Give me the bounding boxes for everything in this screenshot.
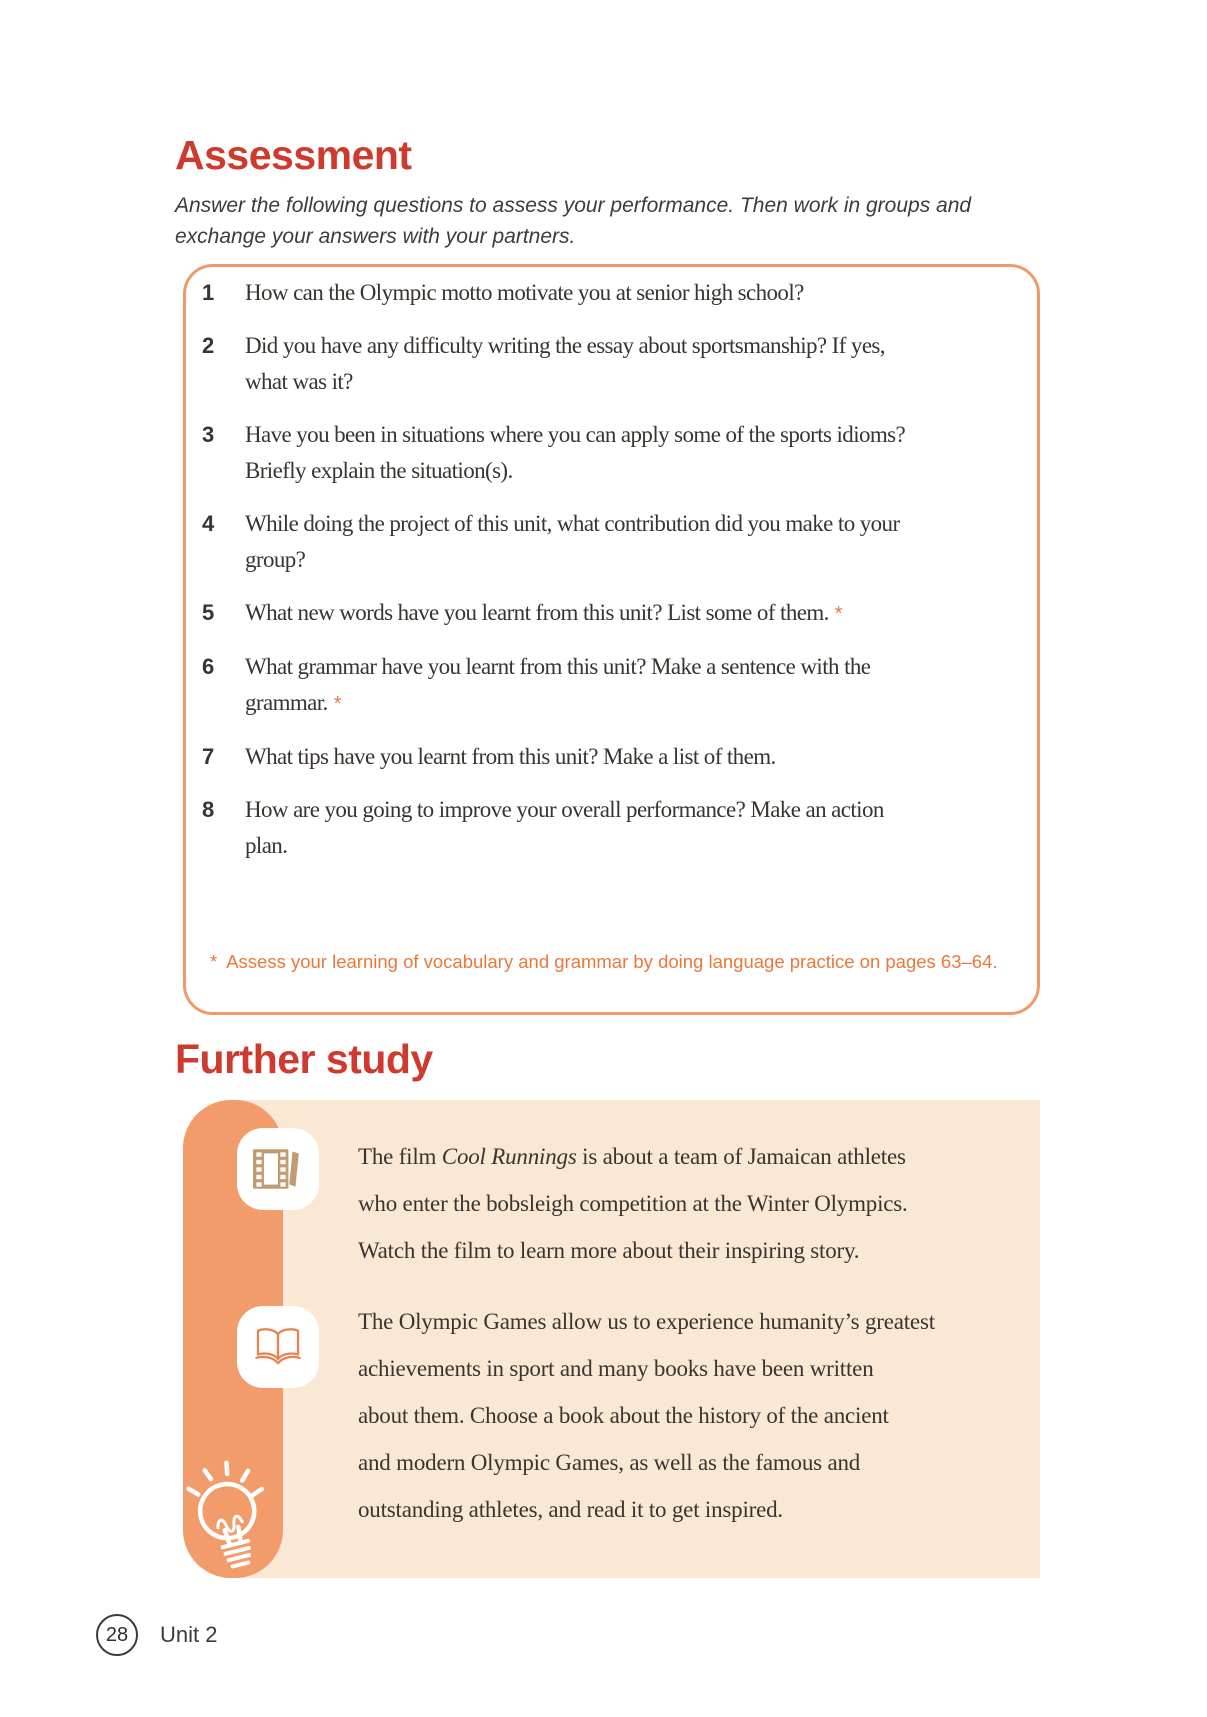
book-icon: [237, 1306, 319, 1388]
film-icon: [237, 1128, 319, 1210]
question-text: What grammar have you learnt from this unit? Make a sentence with the: [245, 654, 871, 679]
question-text: What tips have you learnt from this unit? Make a list of them.: [245, 744, 776, 769]
question-item-6: [200, 649, 1019, 722]
question-item-7: [200, 739, 1019, 775]
unit-label: Unit 2: [160, 1622, 218, 1647]
question-item-4: [200, 506, 1019, 578]
question-text: While doing the project of this unit, what contribution did you make to your: [245, 511, 900, 536]
footnote-asterisk: *: [834, 603, 842, 625]
question-text: Briefly explain the situation(s).: [245, 458, 513, 483]
further-study-heading: Further study: [175, 1036, 433, 1082]
question-item-8: [200, 792, 1019, 864]
paragraph-line: The film Cool Runnings is about a team of Jamaican athletes: [358, 1144, 906, 1169]
film-title: Cool Runnings: [441, 1144, 577, 1169]
question-item-5: [200, 595, 1019, 632]
question-item-1: [200, 275, 1019, 311]
further-study-paragraph-film: [358, 1133, 908, 1274]
assessment-footnote: * Assess your learning of vocabulary and grammar by doing language practice on pages 63–64.: [210, 951, 998, 972]
question-number: 7: [202, 744, 215, 769]
question-number: 4: [202, 511, 215, 536]
question-number: 3: [202, 422, 215, 447]
question-text: grammar. *: [245, 690, 341, 715]
assessment-intro: [175, 190, 971, 252]
question-number: 6: [202, 654, 215, 679]
question-text: Did you have any difficulty writing the essay about sportsmanship? If yes,: [245, 333, 885, 358]
question-text: plan.: [245, 833, 288, 858]
question-number: 5: [202, 600, 215, 625]
paragraph-line: achievements in sport and many books have been written: [358, 1356, 874, 1381]
page-number-badge: 28: [96, 1614, 138, 1656]
question-text: How are you going to improve your overall performance? Make an action: [245, 797, 884, 822]
question-text: How can the Olympic motto motivate you at senior high school?: [245, 280, 804, 305]
question-text: What new words have you learnt from this unit? List some of them. *: [245, 600, 842, 625]
assessment-question-box: [183, 264, 1040, 1015]
intro-line: exchange your answers with your partners.: [175, 225, 576, 248]
question-text: what was it?: [245, 369, 353, 394]
further-study-paragraph-books: [358, 1298, 935, 1533]
intro-line: Answer the following questions to assess your performance. Then work in groups and: [175, 194, 972, 217]
question-item-2: [200, 328, 1019, 400]
lightbulb-icon: [183, 1452, 291, 1578]
further-study-panel: [183, 1100, 1040, 1578]
paragraph-line: outstanding athletes, and read it to get inspired.: [358, 1497, 783, 1522]
paragraph-line: about them. Choose a book about the history of the ancient: [358, 1403, 889, 1428]
question-text: group?: [245, 547, 306, 572]
question-number: 1: [202, 280, 215, 305]
paragraph-line: who enter the bobsleigh competition at the Winter Olympics.: [358, 1191, 908, 1216]
paragraph-line: and modern Olympic Games, as well as the famous and: [358, 1450, 861, 1475]
footnote-asterisk: *: [333, 693, 341, 715]
footnote-asterisk: *: [210, 951, 218, 972]
question-number: 8: [202, 797, 215, 822]
question-number: 2: [202, 333, 215, 358]
question-item-3: [200, 417, 1019, 489]
paragraph-line: The Olympic Games allow us to experience humanity’s greatest: [358, 1309, 935, 1334]
assessment-heading: Assessment: [175, 132, 412, 178]
question-text: Have you been in situations where you can apply some of the sports idioms?: [245, 422, 906, 447]
paragraph-line: Watch the film to learn more about their inspiring story.: [358, 1238, 860, 1263]
